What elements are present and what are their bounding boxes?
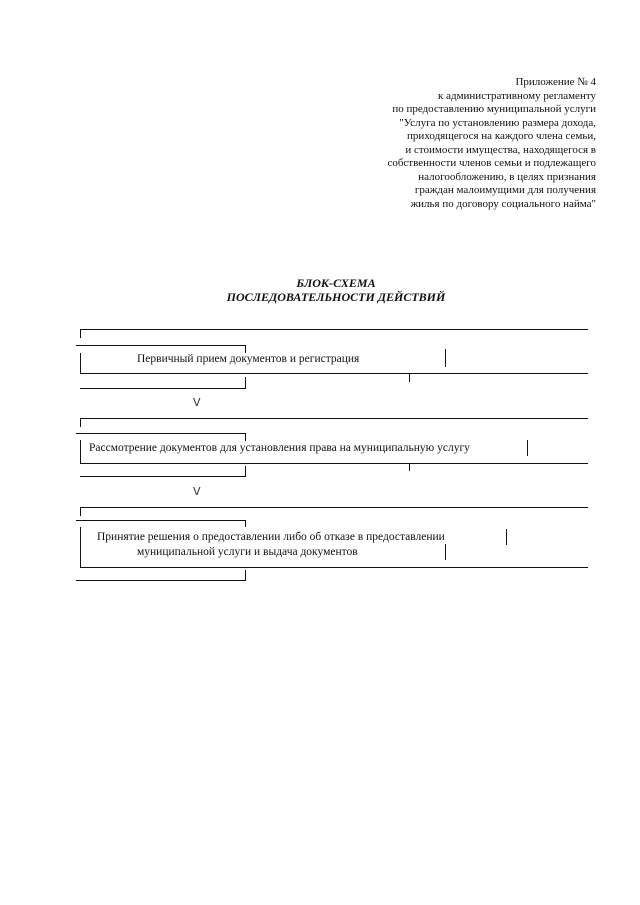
box-border: [409, 463, 410, 471]
appendix-line: к административному регламенту: [438, 89, 596, 102]
box-border: [80, 507, 81, 516]
box-border: [76, 520, 246, 521]
appendix-line: собственности членов семьи и подлежащего: [387, 157, 596, 169]
appendix-line: Приложение № 4: [515, 76, 596, 88]
step-3-text-line1: Принятие решения о предоставлении либо об отказе в предоставлении: [97, 531, 445, 543]
box-border: [80, 440, 81, 464]
box-border: [245, 466, 246, 477]
box-border: [80, 476, 246, 477]
arrow-down-icon: V: [193, 485, 201, 498]
box-border: [245, 570, 246, 581]
box-border: [80, 418, 81, 427]
box-border: [80, 463, 588, 464]
box-border: [80, 507, 588, 508]
step-1-text: Первичный прием документов и регистрация: [137, 353, 360, 365]
box-border: [245, 520, 246, 527]
flowchart-title: [0, 276, 640, 304]
box-border: [76, 580, 246, 581]
appendix-line: "Услуга по установлению размера дохода,: [399, 116, 596, 129]
arrow-down-icon: V: [193, 396, 201, 409]
flowchart-title-line1: БЛОК-СХЕМА: [296, 276, 376, 290]
box-border: [80, 388, 246, 389]
appendix-line: приходящегося на каждого члена семьи,: [407, 130, 596, 142]
appendix-line: налогообложению, в целях признания: [418, 170, 596, 183]
box-border: [80, 329, 81, 338]
box-border: [245, 433, 246, 441]
appendix-header: [276, 76, 596, 211]
step-2-text: Рассмотрение документов для установления права на муниципальную услугу: [89, 442, 470, 454]
box-border: [80, 418, 588, 419]
box-border: [80, 567, 588, 568]
box-border: [506, 529, 507, 545]
box-border: [76, 345, 246, 346]
flowchart-title-line2: ПОСЛЕДОВАТЕЛЬНОСТИ ДЕЙСТВИЙ: [226, 290, 446, 304]
box-border: [80, 373, 588, 374]
box-border: [80, 527, 81, 568]
appendix-line: граждан малоимущими для получения: [414, 184, 596, 196]
box-border: [445, 544, 446, 560]
box-border: [409, 374, 410, 382]
box-border: [445, 349, 446, 367]
box-border: [245, 377, 246, 389]
step-3-text-line2: муниципальной услуги и выдача документов: [137, 546, 358, 558]
appendix-line: по предоставлению муниципальной услуги: [392, 103, 596, 115]
appendix-line: и стоимости имущества, находящегося в: [405, 143, 596, 156]
box-border: [80, 353, 81, 374]
box-border: [80, 329, 588, 330]
box-border: [527, 440, 528, 456]
appendix-line: жилья по договору социального найма": [410, 197, 596, 210]
box-border: [76, 433, 246, 434]
